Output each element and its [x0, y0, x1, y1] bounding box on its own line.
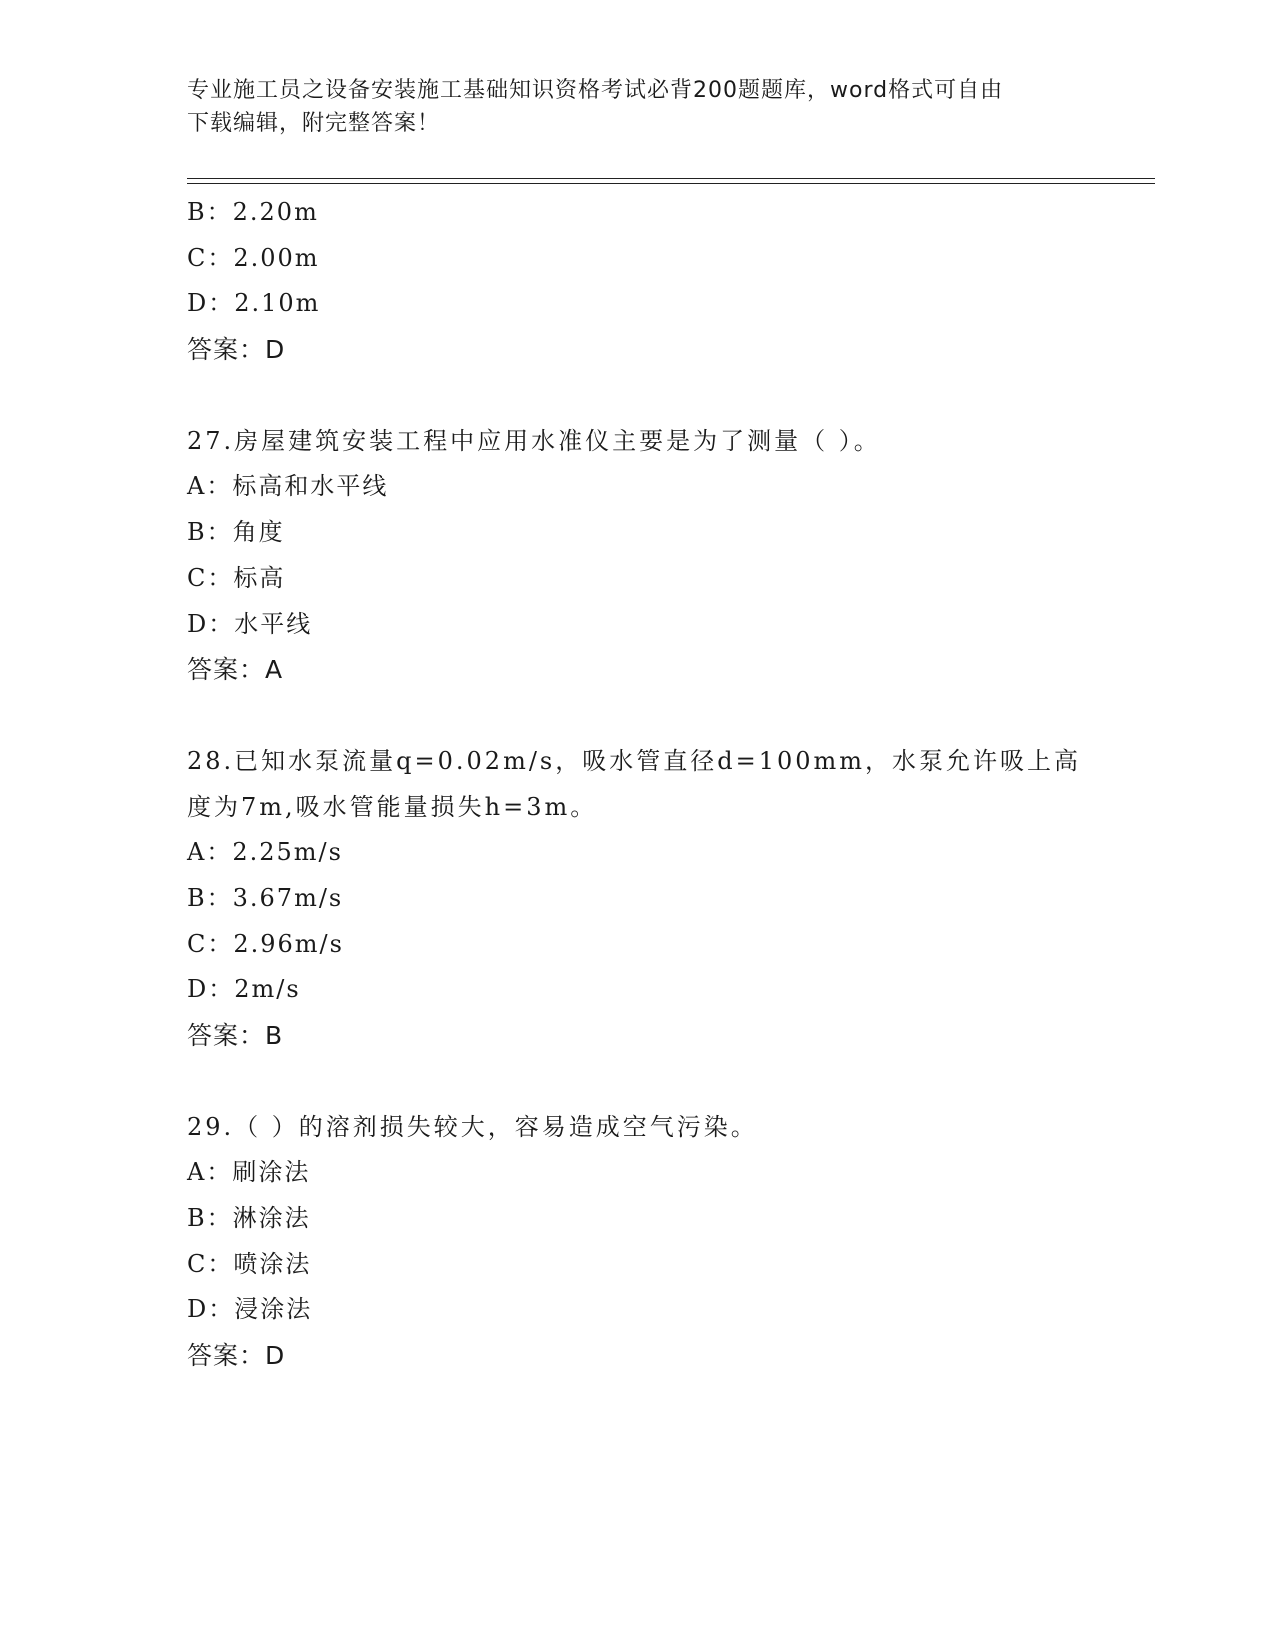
- option-c: C：2.00m: [187, 243, 320, 272]
- answer: 答案：B: [187, 1021, 284, 1050]
- option-b: B：2.20m: [187, 198, 319, 226]
- option-c: C：标高: [187, 563, 286, 592]
- header-divider-top: [187, 178, 1155, 179]
- option-c: C：2.96m/s: [187, 929, 344, 958]
- question-26: [187, 190, 1155, 373]
- option-a: A：2.25m/s: [187, 838, 343, 867]
- header-line-1: 专业施工员之设备安装施工基础知识资格考试必背200题题库，word格式可自由: [187, 78, 1004, 103]
- option-d: D：2.10m: [187, 289, 321, 318]
- spacer: [187, 693, 1155, 739]
- document-header: [187, 74, 1087, 140]
- question-27: [187, 419, 1155, 693]
- question-29: [187, 1105, 1155, 1379]
- answer: 答案：A: [187, 655, 284, 685]
- option-a: A：刷涂法: [187, 1158, 311, 1187]
- option-a: A：标高和水平线: [187, 472, 389, 501]
- spacer: [187, 373, 1155, 419]
- header-line-2: 下载编辑，附完整答案！: [187, 111, 441, 136]
- spacer: [187, 1059, 1155, 1105]
- question-stem: 27.房屋建筑安装工程中应用水准仪主要是为了测量（ ）。: [187, 426, 881, 455]
- header-divider-bottom: [187, 183, 1155, 184]
- option-b: B：角度: [187, 518, 285, 547]
- answer: 答案：D: [187, 335, 286, 365]
- answer: 答案：D: [187, 1341, 286, 1371]
- option-d: D：水平线: [187, 609, 313, 638]
- option-d: D：2m/s: [187, 975, 301, 1004]
- question-stem-line-2: 度为7m,吸水管能量损失h=3m。: [187, 792, 598, 821]
- question-stem: 29.（ ）的溶剂损失较大，容易造成空气污染。: [187, 1112, 758, 1141]
- question-28: [187, 739, 1155, 1059]
- option-b: B：3.67m/s: [187, 883, 344, 912]
- option-c: C：喷涂法: [187, 1249, 312, 1278]
- option-d: D：浸涂法: [187, 1295, 313, 1324]
- question-list: [187, 190, 1155, 1379]
- option-b: B：淋涂法: [187, 1204, 311, 1233]
- question-stem-line-1: 28.已知水泵流量q=0.02m/s，吸水管直径d=100mm，水泵允许吸上高: [187, 746, 1082, 775]
